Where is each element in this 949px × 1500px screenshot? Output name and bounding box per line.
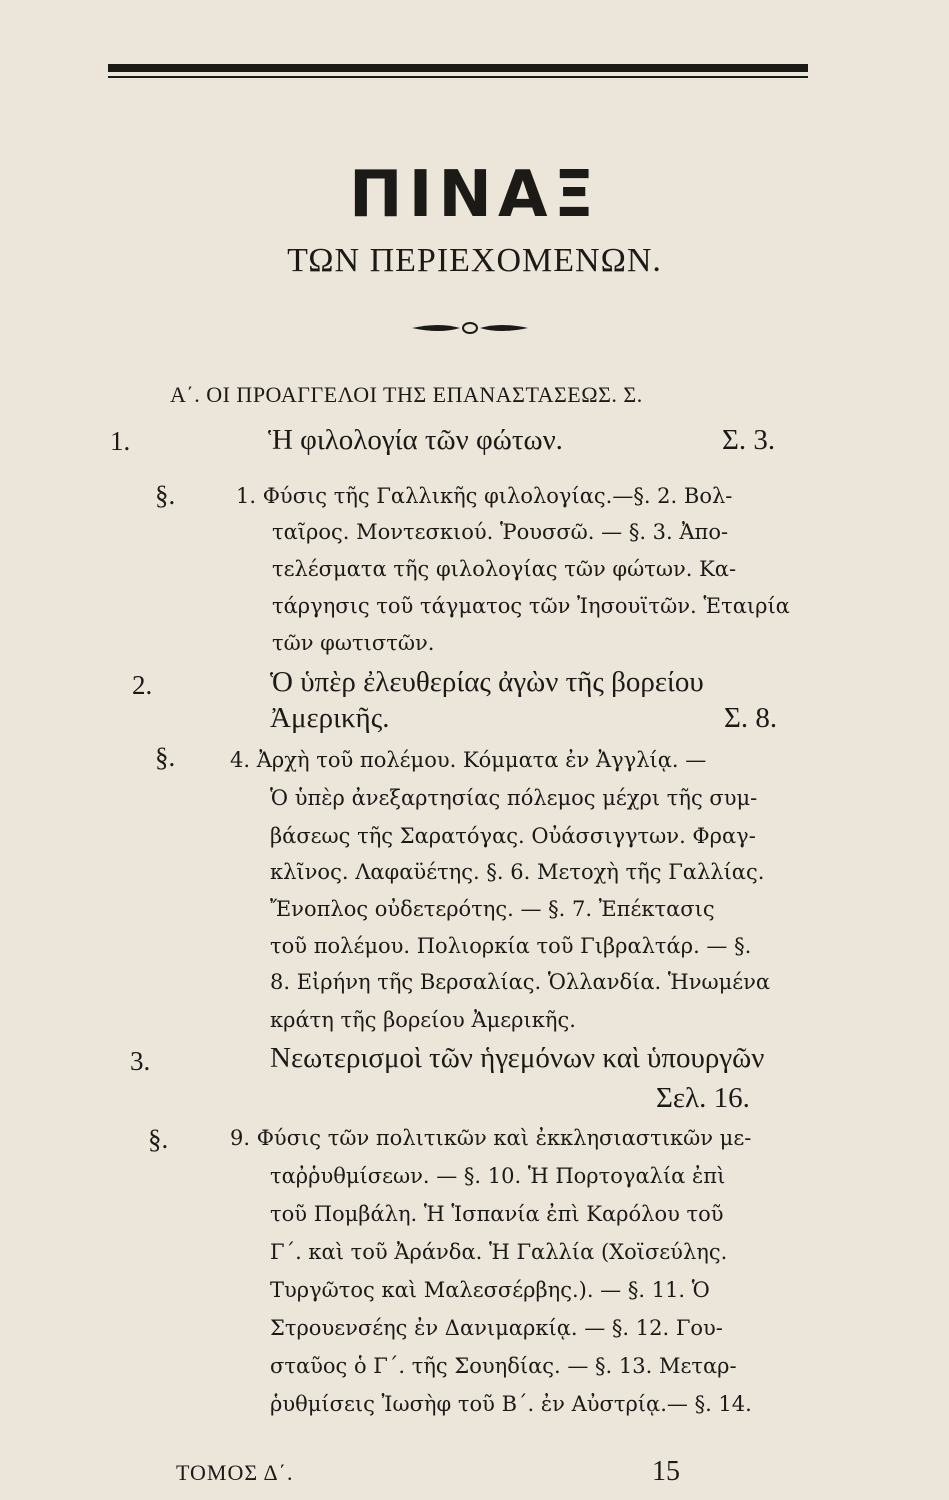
entry-number: 1.	[110, 426, 131, 456]
page-number: 15	[652, 1456, 680, 1487]
entry-text-line: βάσεως τῆς Σαρατόγας. Οὐάσσιγγτων. Φραγ-	[270, 824, 756, 848]
entry-text-line: Ἔνοπλος οὐδετερότης. — §. 7. Ἐπέκτασις	[270, 897, 715, 921]
entry-text-line: τῶν φωτιστῶν.	[272, 631, 435, 655]
entry-text-line: τοῦ Πομβάλη. Ἡ Ἱσπανία ἐπὶ Καρόλου τοῦ	[270, 1202, 724, 1226]
entry-text-line: Ὁ ὑπὲρ ἀνεξαρτησίας πόλεμος μέχρι τῆς συμ-	[270, 786, 758, 810]
entry-page: Σ. 8.	[724, 702, 778, 734]
entry-page: Σ. 3.	[722, 424, 776, 456]
paragraph-mark: §.	[155, 480, 176, 510]
entry-page: Σελ. 16.	[656, 1082, 750, 1114]
entry-text-line: κράτη τῆς βορείου Ἀμερικῆς.	[270, 1008, 576, 1032]
entry-text-line: Στρουενσέης ἐν Δανιμαρκίᾳ. — §. 12. Γου-	[270, 1316, 723, 1340]
entry-text-line: σταῦος ὁ Γ΄. τῆς Σουηδίας. — §. 13. Μεταρ-	[270, 1354, 737, 1378]
entry-text-line: 1. Φύσις τῆς Γαλλικῆς φιλολογίας.—§. 2. Βολ-	[236, 484, 733, 508]
section-heading: Α΄. ΟΙ ΠΡΟΑΓΓΕΛΟΙ ΤΗΣ ΕΠΑΝΑΣΤΑΣΕΩΣ. Σ.	[170, 382, 643, 407]
entry-title: Ὁ ὑπὲρ ἐλευθερίας ἀγὼν τῆς βορείου	[270, 666, 704, 698]
entry-text-line: Γ΄. καὶ τοῦ Ἀράνδα. Ἡ Γαλλία (Χοϊσεύλης.	[270, 1240, 728, 1264]
entry-text-line: Τυργῶτος καὶ Μαλεσσέρβης.). — §. 11. Ὁ	[270, 1278, 710, 1302]
entry-text-line: 4. Ἀρχὴ τοῦ πολέμου. Κόμματα ἐν Ἀγγλίᾳ. —	[230, 748, 707, 772]
entry-text-line: ταῤῥυθμίσεων. — §. 10. Ἡ Πορτογαλία ἐπὶ	[270, 1164, 726, 1188]
page-subtitle: ΤΩΝ ΠΕΡΙΕΧΟΜΕΝΩΝ.	[287, 242, 662, 279]
entry-text-line: τοῦ πολέμου. Πολιορκία τοῦ Γιβραλτάρ. — §.	[270, 934, 752, 958]
volume-signature: ΤΟΜΟΣ Δ΄.	[176, 1460, 294, 1485]
paragraph-mark: §.	[155, 742, 176, 772]
entry-text-line: ταῖρος. Μοντεσκιού. Ῥουσσῶ. — §. 3. Ἀπο-	[272, 520, 729, 544]
top-rule	[108, 64, 808, 72]
entry-title-continued: Ἀμερικῆς.	[270, 702, 390, 734]
entry-number: 2.	[132, 670, 153, 700]
entry-number: 3.	[130, 1046, 151, 1076]
entry-text-line: 9. Φύσις τῶν πολιτικῶν καὶ ἐκκλησιαστικῶν με-	[230, 1126, 752, 1150]
entry-text-line: ῥυθμίσεις Ἰωσὴφ τοῦ Β΄. ἐν Αὐστρίᾳ.— §. 14.	[270, 1392, 752, 1416]
entry-text-line: κλῖνος. Λαφαϋέτης. §. 6. Μετοχὴ τῆς Γαλλίας.	[270, 860, 765, 884]
entry-title: Νεωτερισμοὶ τῶν ἡγεμόνων καὶ ὑπουργῶν	[270, 1042, 765, 1074]
entry-text-line: 8. Εἰρήνη τῆς Βερσαλίας. Ὁλλανδία. Ἡνωμένα	[270, 970, 771, 994]
paragraph-mark: §.	[148, 1124, 169, 1154]
ornament-divider-icon	[410, 318, 530, 338]
entry-title: Ἡ φιλολογία τῶν φώτων.	[268, 424, 563, 456]
top-rule-thin	[108, 76, 808, 78]
entry-text-line: τάργησις τοῦ τάγματος τῶν Ἰησουϊτῶν. Ἑταιρία	[272, 594, 790, 618]
page-title: ΠΙΝΑΞ	[349, 158, 600, 232]
entry-text-line: τελέσματα τῆς φιλολογίας τῶν φώτων. Κα-	[272, 557, 737, 581]
